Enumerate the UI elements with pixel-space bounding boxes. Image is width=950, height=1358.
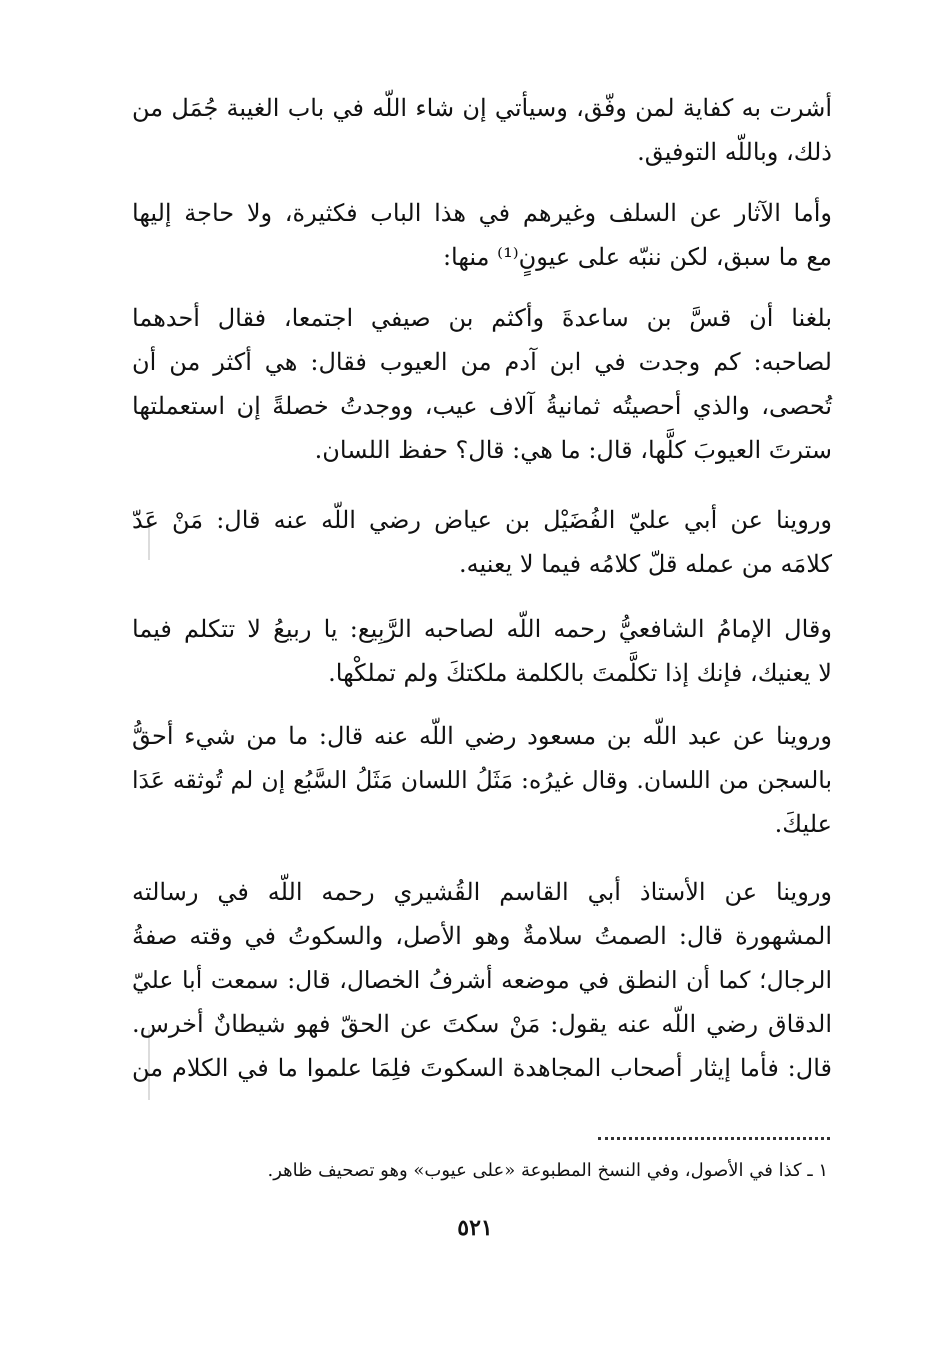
text-line: بالسجن من اللسان. وقال غيرُه: مَثَلُ اللسان مَثَلُ السَّبُع إن لم تُوثقه عَدَا	[132, 766, 832, 794]
text-line: لصاحبه: كم وجدت في ابن آدم من العيوب فقال: هي أكثر من أن	[132, 348, 832, 376]
footnote-separator	[598, 1125, 830, 1140]
text-line: ذلك، وباللّه التوفيق.	[637, 138, 832, 166]
text-line: وروينا عن أبي عليّ الفُضَيْل بن عياض رضي اللّه عنه قال: مَنْ عَدّ	[132, 506, 832, 534]
text-line: أشرت به كفاية لمن وفّق، وسيأتي إن شاء اللّه في باب الغيبة جُمَل من	[132, 94, 832, 122]
text-line: وأما الآثار عن السلف وغيرهم في هذا الباب فكثيرة، ولا حاجة إليها	[132, 199, 832, 227]
text-line: تُحصى، والذي أحصيتُه ثمانيةُ آلاف عيب، ووجدتُ خصلةً إن استعملتها	[132, 392, 832, 420]
text-line: وروينا عن عبد اللّه بن مسعود رضي اللّه عنه قال: ما من شيء أحقُّ	[132, 722, 832, 750]
text-line: الدقاق رضي اللّه عنه يقول: مَنْ سكتَ عن الحقّ فهو شيطانٌ أخرس.	[132, 1010, 832, 1038]
text-line: كلامَه من عمله قلّ كلامُه فيما لا يعنيه.	[459, 550, 832, 578]
text-line: عليكَ.	[774, 810, 832, 838]
paragraph-6	[132, 714, 832, 846]
text-line: الرجال؛ كما أن النطق في موضعه أشرفُ الخصال، قال: سمعت أبا عليّ	[132, 966, 832, 994]
paragraph-3	[132, 296, 832, 472]
paragraph-5	[132, 607, 832, 695]
paragraph-7	[132, 870, 832, 1090]
text-line: وروينا عن الأستاذ أبي القاسم القُشيري رحمه اللّه في رسالته	[132, 878, 832, 906]
text-line: بلغنا أن قسَّ بن ساعدةَ وأكثم بن صيفي اجتمعا، فقال أحدهما	[132, 304, 832, 332]
text-line: لا يعنيك، فإنك إذا تكلَّمتَ بالكلمة ملكتكَ ولم تملكْها.	[328, 659, 832, 687]
page-number: ٥٢١	[457, 1215, 493, 1241]
text-line: قال: فأما إيثار أصحاب المجاهدة السكوتَ فلِمَا علموا ما في الكلام من	[132, 1054, 832, 1082]
text-line: مع ما سبق، لكن ننبّه على عيونٍ⁽¹⁾ منها:	[442, 243, 832, 271]
text-line: سترتَ العيوبَ كلَّها، قال: ما هي: قال؟ حفظ اللسان.	[314, 436, 832, 464]
paragraph-1	[132, 86, 832, 174]
text-line: وقال الإمامُ الشافعيُّ رحمه اللّه لصاحبه الرَّبِيع: يا ربيعُ لا تتكلم فيما	[132, 615, 832, 643]
text-line: المشهورة قال: الصمتُ سلامةٌ وهو الأصل، والسكوتُ في وقته صفةُ	[132, 922, 832, 950]
footnote: ١ ـ كذا في الأصول، وفي النسخ المطبوعة «على عيوب» وهو تصحيف ظاهر.	[267, 1160, 828, 1181]
paragraph-2	[132, 191, 832, 279]
paragraph-4	[132, 498, 832, 586]
